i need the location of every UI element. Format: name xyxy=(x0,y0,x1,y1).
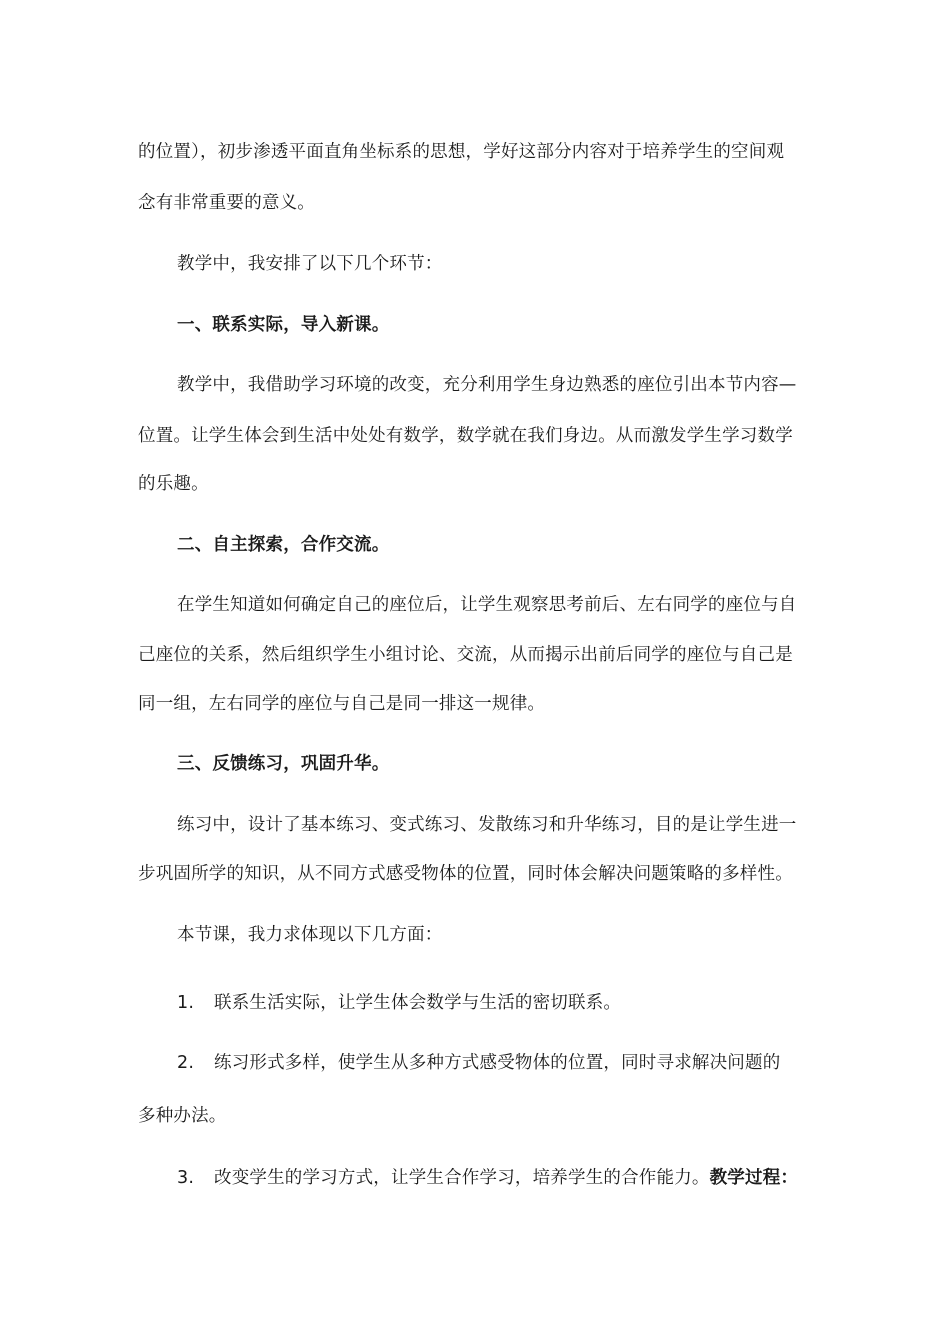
aspect-text: 改变学生的学习方式，让学生合作学习，培养学生的合作能力。 xyxy=(214,1168,710,1188)
teaching-process-label: 教学过程： xyxy=(709,1168,799,1188)
section-2-line-1: 在学生知道如何确定自己的座位后，让学生观察思考前后、左右同学的座位与自 xyxy=(177,595,797,615)
aspect-number: 2. xyxy=(177,1053,195,1073)
aspect-item-3 xyxy=(177,1166,798,1190)
section-1-line-3: 的乐趣。 xyxy=(138,474,209,494)
aspects-intro: 本节课，我力求体现以下几方面： xyxy=(177,925,443,945)
aspect-item-2 xyxy=(177,1051,780,1075)
section-3-line-1: 练习中，设计了基本练习、变式练习、发散练习和升华练习，目的是让学生进一 xyxy=(177,815,797,835)
section-1-heading: 一、联系实际，导入新课。 xyxy=(177,315,390,335)
intro-line-1: 的位置），初步渗透平面直角坐标系的思想，学好这部分内容对于培养学生的空间观 xyxy=(138,142,785,162)
aspect-text: 练习形式多样，使学生从多种方式感受物体的位置，同时寻求解决问题的 xyxy=(214,1053,781,1073)
aspect-item-1 xyxy=(177,991,621,1015)
section-2-line-3: 同一组，左右同学的座位与自己是同一排这一规律。 xyxy=(138,694,546,714)
intro-line-2: 念有非常重要的意义。 xyxy=(138,193,315,213)
section-3-line-2: 步巩固所学的知识，从不同方式感受物体的位置，同时体会解决问题策略的多样性。 xyxy=(138,864,793,884)
section-1-line-1: 教学中，我借助学习环境的改变，充分利用学生身边熟悉的座位引出本节内容— xyxy=(177,375,797,395)
section-2-line-2: 己座位的关系，然后组织学生小组讨论、交流，从而揭示出前后同学的座位与自己是 xyxy=(138,645,793,665)
aspect-number: 3. xyxy=(177,1168,195,1188)
section-1-line-2: 位置。让学生体会到生活中处处有数学，数学就在我们身边。从而激发学生学习数学 xyxy=(138,426,793,446)
section-2-heading: 二、自主探索，合作交流。 xyxy=(177,535,390,555)
teaching-intro: 教学中，我安排了以下几个环节： xyxy=(177,254,443,274)
aspect-item-2-continuation: 多种办法。 xyxy=(138,1106,227,1126)
aspect-text: 联系生活实际，让学生体会数学与生活的密切联系。 xyxy=(214,993,622,1013)
section-3-heading: 三、反馈练习，巩固升华。 xyxy=(177,754,390,774)
aspect-number: 1. xyxy=(177,993,195,1013)
